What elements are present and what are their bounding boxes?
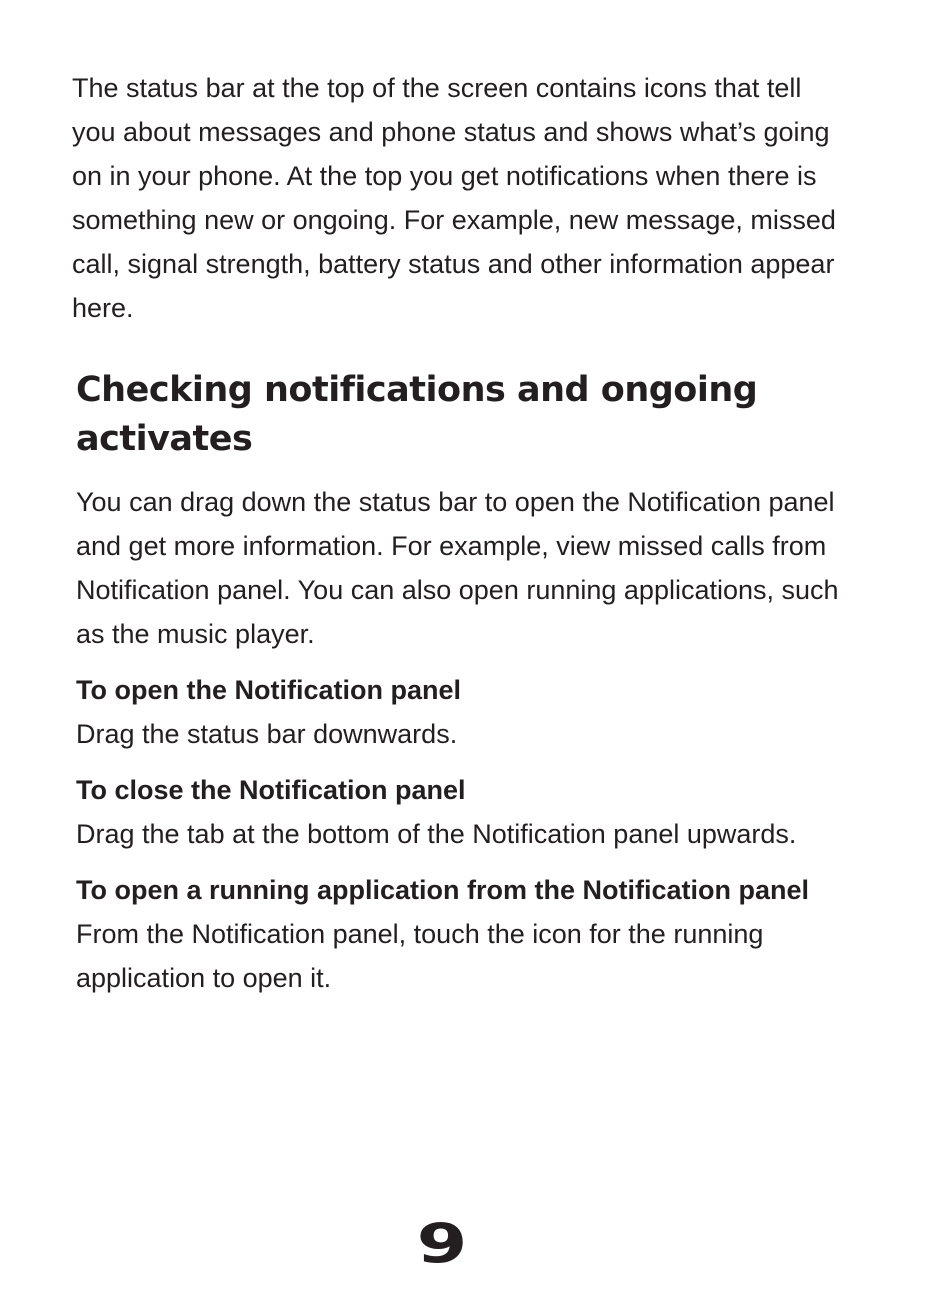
page-number: 9	[416, 1212, 468, 1275]
step-text: Drag the status bar downwards.	[76, 719, 458, 749]
intro-paragraph: The status bar at the top of the screen contains icons that tell you about messages and phone status and shows what’s going on in your phone. At the top you get notifications when there is something new or ongoing. For example, new message, missed call, signal strength, battery status and other information appear here.	[72, 73, 836, 323]
step-open-panel	[76, 668, 856, 756]
step-text: From the Notification panel, touch the icon for the running application to open it.	[76, 919, 764, 993]
section-body-paragraph: You can drag down the status bar to open the Notification panel and get more information. For example, view missed calls from Notification panel. You can also open running applications, such as the music player.	[76, 487, 839, 649]
step-title: To open the Notification panel	[76, 675, 461, 705]
step-title: To open a running application from the Notification panel	[76, 875, 809, 905]
section-heading: Checking notifications and ongoing activates	[76, 370, 758, 459]
step-close-panel	[76, 768, 856, 856]
step-title: To close the Notification panel	[76, 775, 466, 805]
notifications-section	[76, 366, 856, 1012]
step-open-running-app	[76, 868, 856, 1000]
step-text: Drag the tab at the bottom of the Notification panel upwards.	[76, 819, 797, 849]
